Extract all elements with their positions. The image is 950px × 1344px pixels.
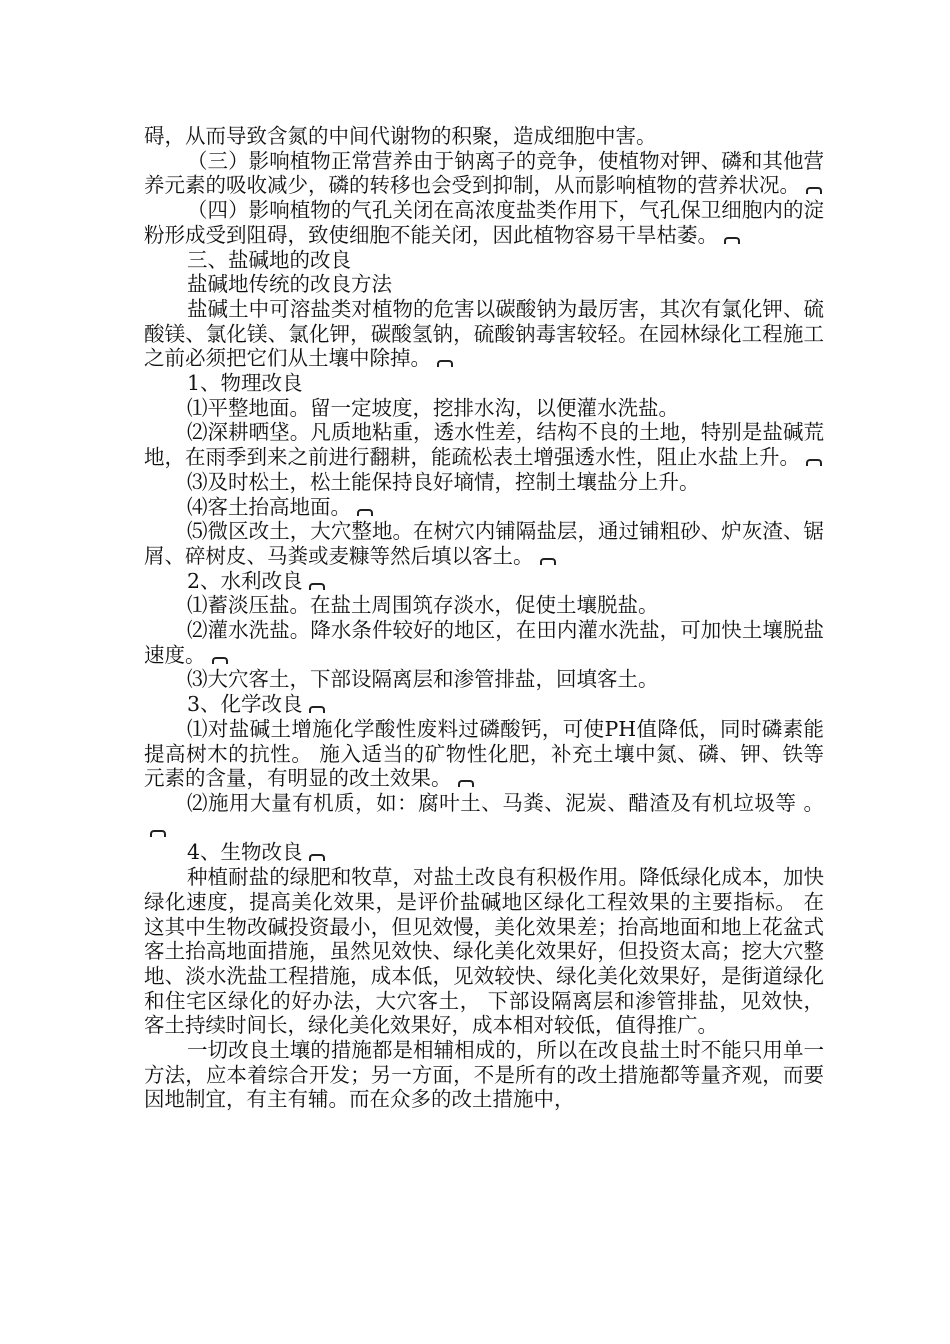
paragraph [144, 569, 824, 594]
paragraph [144, 1038, 824, 1112]
document-body [144, 124, 824, 1112]
paragraph-text: 三、盐碱地的改良 [187, 247, 351, 272]
paragraph-text: ⑴对盐碱土增施化学酸性废料过磷酸钙，可使PH值降低，同时磷素能提高树木的抗性。 施入适当的矿物性化肥，补充土壤中氮、磷、钾、铁等元素的含量，有明显的改土效果。 [144, 716, 824, 791]
paragraph-text: 1、物理改良 [187, 371, 303, 396]
paragraph-text: 4、生物改良 [187, 840, 303, 865]
paragraph-mark-icon [309, 706, 325, 713]
paragraph [144, 470, 824, 495]
paragraph-text: （四）影响植物的气孔关闭在高浓度盐类作用下，气孔保卫细胞内的淀粉形成受到阻碍，致使细胞不能关闭，因此植物容易干旱枯萎。 [144, 198, 824, 247]
paragraph-mark-icon [458, 780, 474, 787]
paragraph [144, 791, 824, 840]
paragraph-mark-icon [309, 854, 325, 861]
paragraph-mark-icon [437, 360, 453, 367]
paragraph-mark-icon [806, 187, 822, 194]
paragraph [144, 396, 824, 421]
paragraph-mark-icon [212, 657, 228, 664]
paragraph [144, 618, 824, 667]
paragraph [144, 198, 824, 247]
paragraph [144, 667, 824, 692]
paragraph [144, 519, 824, 568]
paragraph [144, 593, 824, 618]
paragraph-mark-icon [150, 830, 166, 837]
paragraph [144, 717, 824, 791]
paragraph-text: ⑶大穴客土，下部设隔离层和渗管排盐，回填客土。 [187, 667, 659, 692]
paragraph-text: ⑷客土抬高地面。 [187, 494, 351, 519]
paragraph-text: ⑵深耕晒垡。凡质地粘重，透水性差，结构不良的土地，特别是盐碱荒地，在雨季到来之前进行翻耕，能疏松表土增强透水性，阻止水盐上升。 [144, 420, 824, 470]
paragraph [144, 371, 824, 396]
paragraph-mark-icon [806, 459, 822, 466]
paragraph-text: 盐碱地传统的改良方法 [187, 272, 392, 297]
paragraph-text: 一切改良土壤的措施都是相辅相成的，所以在改良盐土时不能只用单一方法，应本着综合开发；另一方面，不是所有的改土措施都等量齐观，而要因地制宜，有主有辅。而在众多的改土措施中， [144, 1038, 824, 1112]
paragraph [144, 248, 824, 273]
paragraph-text: ⑴平整地面。留一定坡度，挖排水沟，以便灌水洗盐。 [187, 395, 679, 420]
paragraph [144, 297, 824, 371]
paragraph-text: ⑸微区改土，大穴整地。在树穴内铺隔盐层，通过铺粗砂、炉灰渣、锯屑、碎树皮、马粪或麦糠等然后填以客土。 [144, 519, 824, 568]
paragraph-text: ⑶及时松土，松土能保持良好墒情，控制土壤盐分上升。 [187, 469, 700, 494]
paragraph-mark-icon [309, 583, 325, 590]
paragraph [144, 420, 824, 469]
paragraph-text: 种植耐盐的绿肥和牧草，对盐土改良有积极作用。降低绿化成本，加快绿化速度，提高美化效果，是评价盐碱地区绿化工程效果的主要指标。 在这其中生物改碱投资最小，但见效慢，美化效果差；抬高地面和地上花盆式客土抬高地面措施，虽然见效快、绿化美化效果好，但投资太高；挖大穴整地、淡水洗盐工程措施，成本低，见效较快、绿化美化效果好，是街道绿化和住宅区绿化的好办法，大穴客土， 下部设隔离层和渗管排盐，见效快，客土持续时间长，绿化美化效果好，成本相对较低，值得推广。 [144, 865, 824, 1038]
paragraph [144, 840, 824, 865]
paragraph-text: 盐碱土中可溶盐类对植物的危害以碳酸钠为最厉害，其次有氯化钾、硫酸镁、氯化镁、氯化钾，碳酸氢钠，硫酸钠毒害较轻。在园林绿化工程施工之前必须把它们从土壤中除掉。 [144, 296, 824, 371]
paragraph [144, 149, 824, 198]
paragraph [144, 865, 824, 1038]
paragraph-text: （三）影响植物正常营养由于钠离子的竞争，使植物对钾、磷和其他营养元素的吸收减少，磷的转移也会受到抑制，从而影响植物的营养状况。 [144, 148, 824, 198]
paragraph-text: 碍，从而导致含氮的中间代谢物的积聚，造成细胞中害。 [144, 124, 657, 148]
paragraph-text: ⑵施用大量有机质，如：腐叶土、马粪、泥炭、醋渣及有机垃圾等 。 [187, 790, 824, 815]
paragraph-text: 2、水利改良 [187, 568, 303, 593]
paragraph [144, 272, 824, 297]
paragraph-mark-icon [540, 558, 556, 565]
paragraph [144, 495, 824, 520]
paragraph-text: 3、化学改良 [187, 692, 303, 717]
paragraph-text: ⑴蓄淡压盐。在盐土周围筑存淡水，促使土壤脱盐。 [187, 593, 659, 618]
paragraph [144, 692, 824, 717]
paragraph-text: ⑵灌水洗盐。降水条件较好的地区，在田内灌水洗盐，可加快土壤脱盐速度。 [144, 618, 824, 667]
paragraph [144, 124, 824, 149]
paragraph-mark-icon [724, 237, 740, 244]
paragraph-mark-icon [357, 509, 373, 516]
